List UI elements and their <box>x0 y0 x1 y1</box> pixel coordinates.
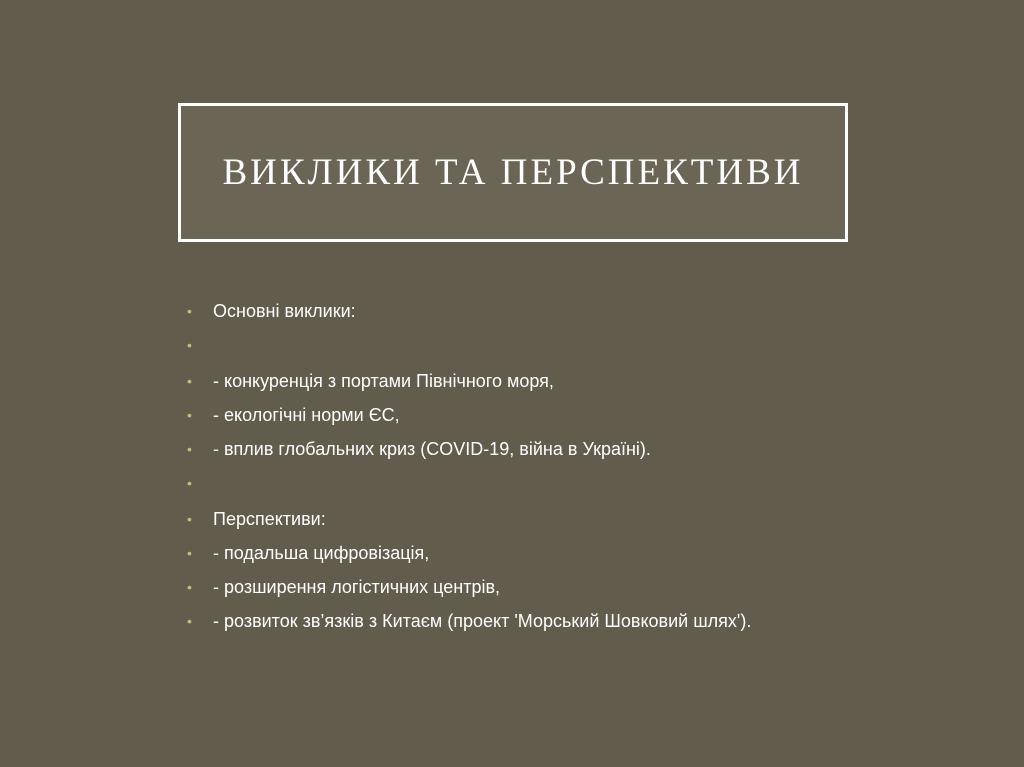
bullet-text: - конкуренція з портами Північного моря, <box>213 371 554 391</box>
bullet-icon: • <box>187 613 192 629</box>
bullet-text: Перспективи: <box>213 509 326 529</box>
bullet-icon: • <box>187 373 192 389</box>
title-box <box>178 103 848 242</box>
bullet-icon: • <box>187 475 192 491</box>
bullet-text: - розширення логістичних центрів, <box>213 577 501 597</box>
bullet-icon: • <box>187 511 192 527</box>
bullet-item <box>187 604 967 638</box>
bullet-text: - розвиток зв’язків з Китаєм (проект 'Морський Шовковий шлях'). <box>213 611 752 631</box>
bullet-item <box>187 328 967 364</box>
bullet-icon: • <box>187 303 192 319</box>
bullet-item <box>187 432 967 466</box>
bullet-icon: • <box>187 337 192 353</box>
bullet-item <box>187 466 967 502</box>
bullet-item <box>187 536 967 570</box>
bullet-item <box>187 502 967 536</box>
bullet-list <box>187 294 967 638</box>
bullet-text: - вплив глобальних криз (COVID-19, війна в Україні). <box>213 439 651 459</box>
bullet-icon: • <box>187 579 192 595</box>
bullet-icon: • <box>187 441 192 457</box>
bullet-item <box>187 570 967 604</box>
bullet-item <box>187 398 967 432</box>
bullet-item <box>187 294 967 328</box>
bullet-text: - подальша цифровізація, <box>213 543 430 563</box>
bullet-text: - екологічні норми ЄС, <box>213 405 400 425</box>
bullet-icon: • <box>187 407 192 423</box>
bullet-item <box>187 364 967 398</box>
slide-title: ВИКЛИКИ ТА ПЕРСПЕКТИВИ <box>222 152 804 193</box>
bullet-text: Основні виклики: <box>213 301 356 321</box>
bullet-icon: • <box>187 545 192 561</box>
